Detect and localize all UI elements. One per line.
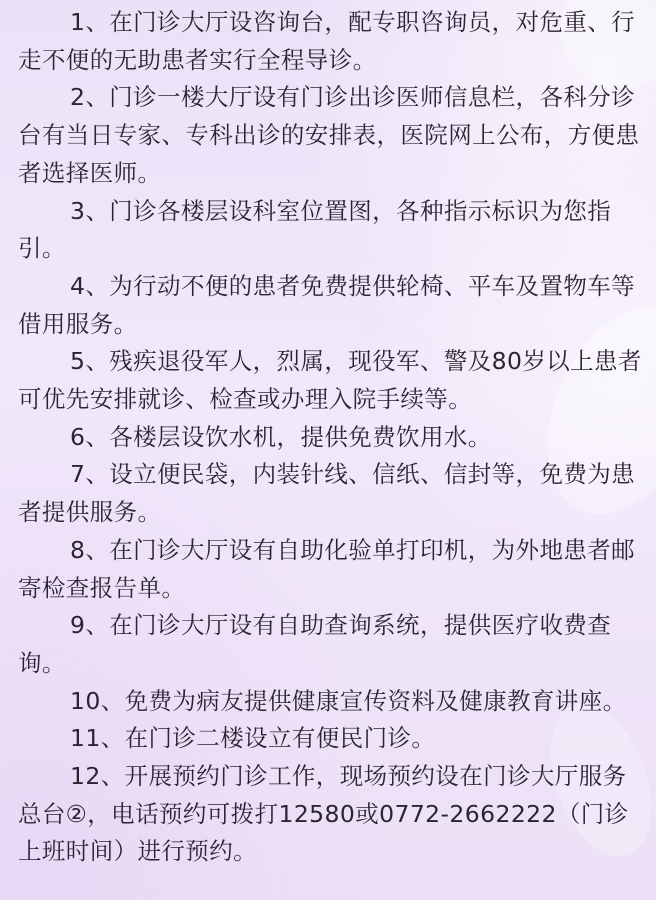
notice-item-2: 2、门诊一楼大厅设有门诊出诊医师信息栏，各科分诊台有当日专家、专科出诊的安排表，医院网上公布，方便患者选择医师。 [18, 83, 640, 187]
notice-item-3: 3、门诊各楼层设科室位置图，各种指示标识为您指引。 [18, 196, 612, 263]
notice-item-4: 4、为行动不便的患者免费提供轮椅、平车及置物车等借用服务。 [18, 271, 636, 338]
notice-item-1: 1、在门诊大厅设咨询台，配专职咨询员，对危重、行走不便的无助患者实行全程导诊。 [18, 8, 636, 74]
service-notice-list [18, 4, 650, 871]
notice-item-10: 10、免费为病友提供健康宣传资料及健康教育讲座。 [70, 686, 627, 715]
notice-item-12: 12、开展预约门诊工作，现场预约设在门诊大厅服务总台②，电话预约可拨打12580或0772-2662222（门诊上班时间）进行预约。 [18, 762, 629, 866]
notice-item-11: 11、在门诊二楼设立有便民门诊。 [70, 724, 436, 753]
notice-item-9: 9、在门诊大厅设有自助查询系统，提供医疗收费查询。 [18, 611, 612, 677]
notice-item-6: 6、各楼层设饮水机，提供免费饮用水。 [70, 422, 492, 451]
notice-item-5: 5、残疾退役军人，烈属，现役军、警及80岁以上患者可优先安排就诊、检查或办理入院手续等。 [18, 347, 642, 414]
notice-item-7: 7、设立便民袋，内装针线、信纸、信封等，免费为患者提供服务。 [18, 460, 636, 527]
notice-item-8: 8、在门诊大厅设有自助化验单打印机，为外地患者邮寄检查报告单。 [18, 535, 636, 602]
